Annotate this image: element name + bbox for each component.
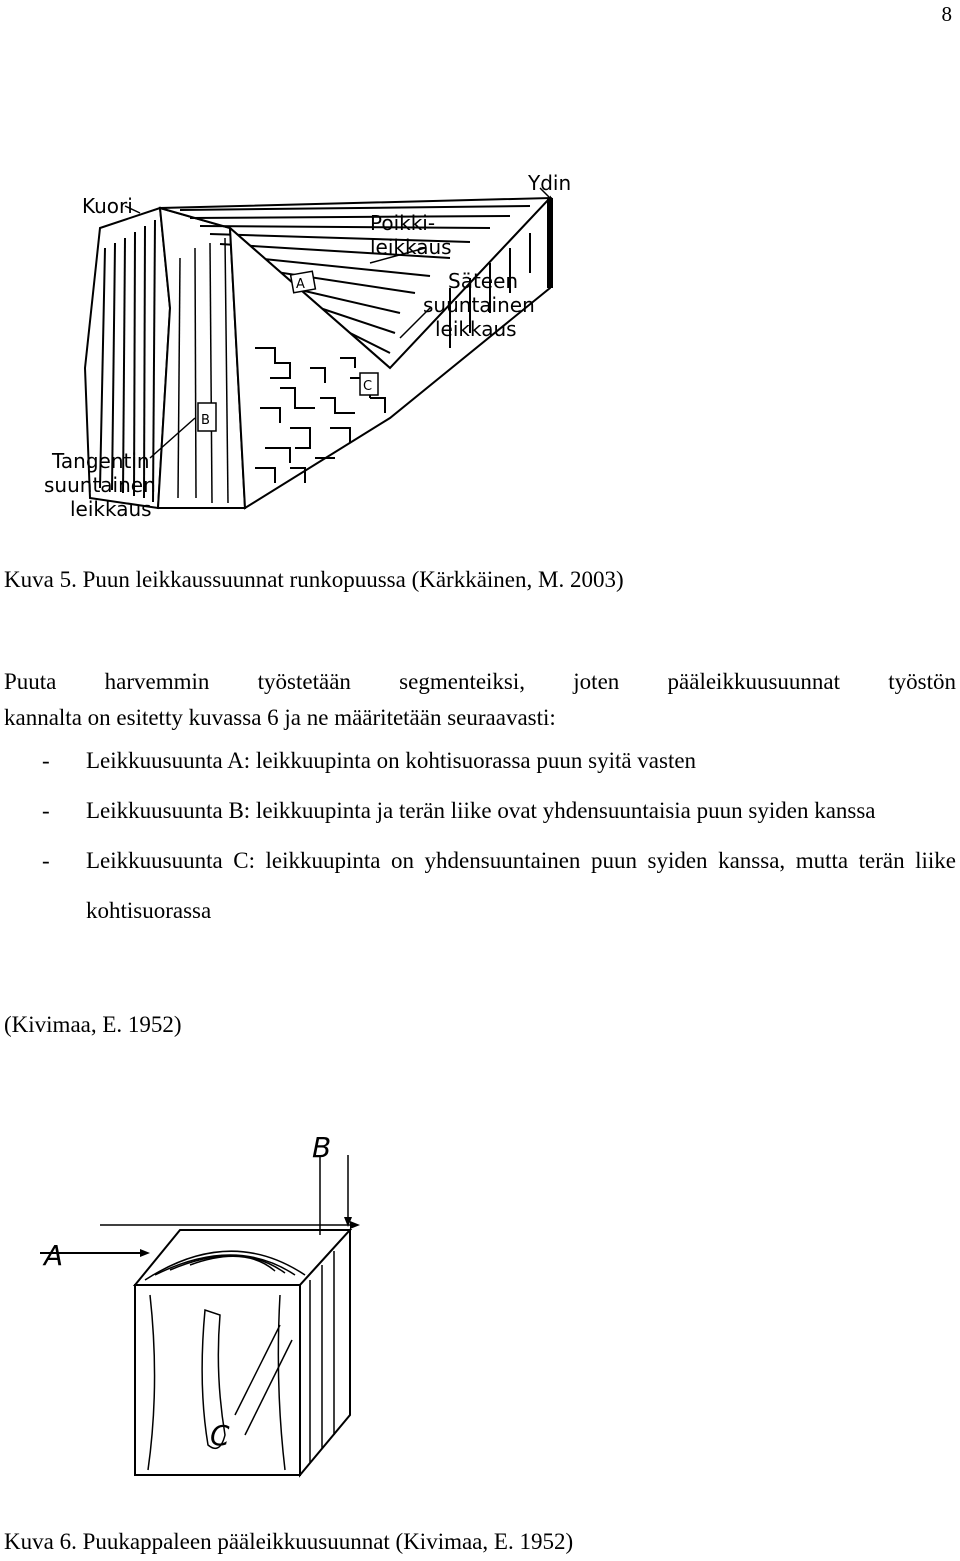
label-sateen-1: Säteen <box>448 269 519 293</box>
figure-block-cut-directions <box>30 1125 390 1505</box>
label-b: B <box>312 1131 332 1164</box>
list-item-text: Leikkuusuunta A: leikkuupinta on kohtisuorassa puun syitä vasten <box>86 748 697 773</box>
label-tangentin-1: Tangentin <box>52 449 150 473</box>
list-dash: - <box>42 848 50 873</box>
cut-direction-list <box>4 736 956 936</box>
body-paragraph <box>4 664 956 736</box>
label-poikki-1: Poikki- <box>370 211 436 235</box>
label-c: C <box>363 379 373 394</box>
label-poikki-2: leikkaus <box>370 235 452 259</box>
label-ydin: Ydin <box>528 171 572 195</box>
label-c: C <box>210 1419 230 1452</box>
label-sateen-3: leikkaus <box>435 317 517 341</box>
list-item <box>4 836 956 936</box>
label-tangentin-3: leikkaus <box>70 497 152 521</box>
figure-wood-cut-directions <box>30 168 590 528</box>
label-b: B <box>201 413 210 428</box>
label-kuori: Kuori <box>82 194 133 218</box>
figure-caption-6: Kuva 6. Puukappaleen pääleikkuusuunnat (Kivimaa, E. 1952) <box>4 1529 574 1554</box>
label-a: A <box>296 277 305 292</box>
list-item <box>4 736 956 786</box>
label-tangentin-2: suuntainen <box>44 473 156 497</box>
list-item <box>4 786 956 836</box>
list-dash: - <box>42 748 50 773</box>
list-dash: - <box>42 798 50 823</box>
figure-caption-5: Kuva 5. Puun leikkaussuunnat runkopuussa (Kärkkäinen, M. 2003) <box>4 567 624 592</box>
reference: (Kivimaa, E. 1952) <box>4 1012 182 1037</box>
list-item-text: Leikkuusuunta C: leikkuupinta on yhdensuuntainen puun syiden kanssa, mutta terän liike kohtisuorassa <box>86 848 956 923</box>
list-item-text: Leikkuusuunta B: leikkuupinta ja terän liike ovat yhdensuuntaisia puun syiden kanssa <box>86 798 876 823</box>
label-sateen-2: suuntainen <box>423 293 535 317</box>
page-number: 8 <box>941 2 952 26</box>
label-a: A <box>44 1239 64 1272</box>
paragraph-line-1: Puuta harvemmin työstetään segmenteiksi, joten pääleikkuusuunnat työstön <box>4 669 956 694</box>
paragraph-line-2: kannalta on esitetty kuvassa 6 ja ne määritetään seuraavasti: <box>4 705 556 730</box>
